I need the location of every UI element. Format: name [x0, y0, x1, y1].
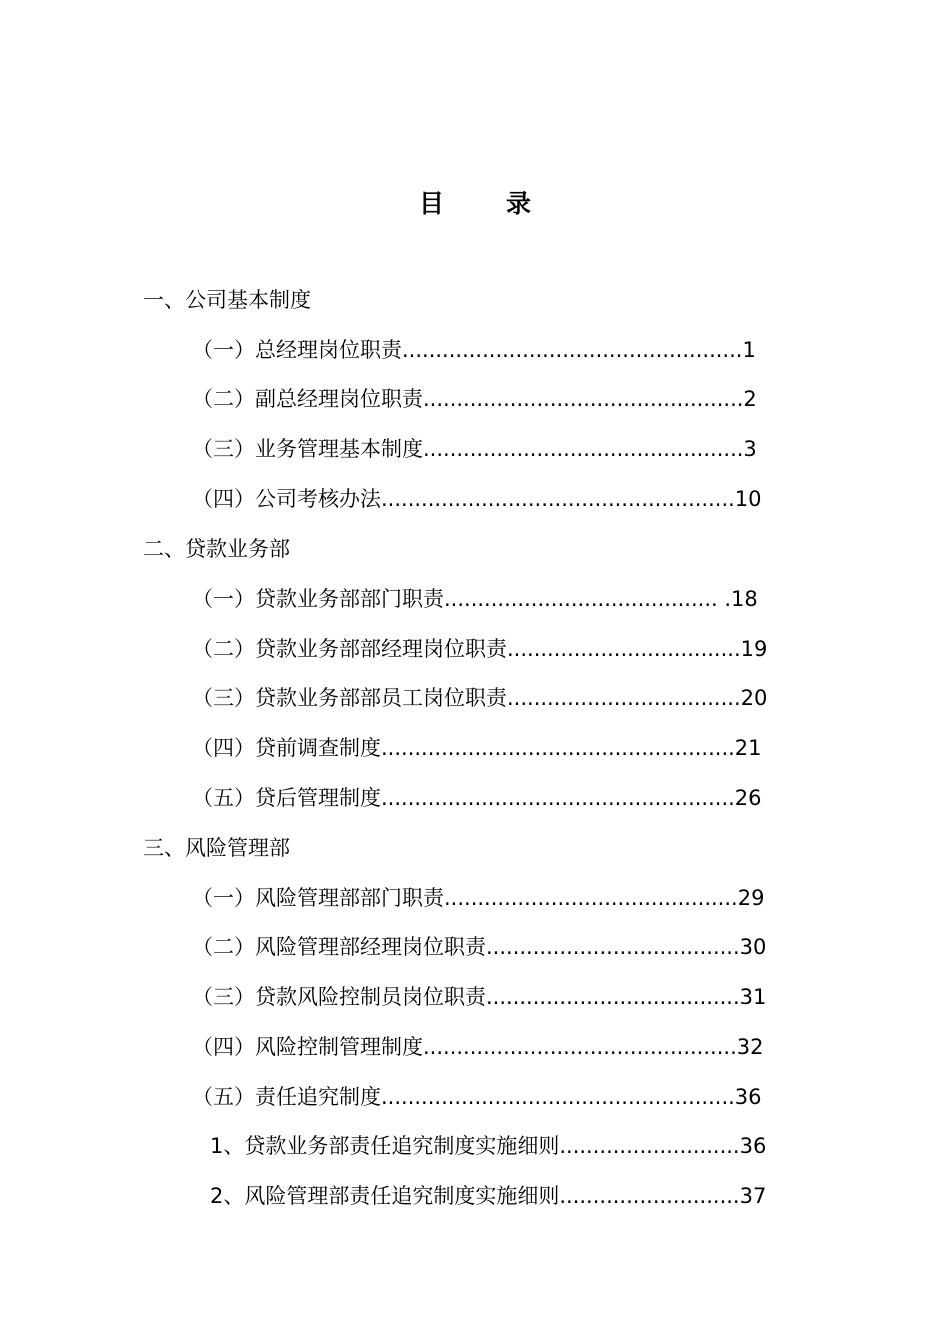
- toc-entry[interactable]: （三）贷款风险控制员岗位职责......................................31: [192, 985, 767, 1009]
- toc-entry[interactable]: （一）风险管理部部门职责............................................29: [192, 886, 765, 910]
- toc-entry[interactable]: （四）公司考核办法.....................................................10: [192, 487, 762, 511]
- toc-entry[interactable]: （二）副总经理岗位职责................................................2: [192, 387, 757, 411]
- title-char-1: 目: [418, 189, 444, 218]
- toc-subentry[interactable]: 2、风险管理部责任追究制度实施细则...........................37: [210, 1184, 767, 1208]
- toc-section-2[interactable]: 二、贷款业务部: [143, 537, 290, 561]
- toc-entry[interactable]: （一）贷款业务部部门职责......................................... .18: [192, 587, 758, 611]
- toc-section-1[interactable]: 一、公司基本制度: [143, 288, 311, 312]
- toc-entry[interactable]: （四）贷前调查制度.....................................................21: [192, 736, 762, 760]
- toc-section-3[interactable]: 三、风险管理部: [143, 836, 290, 860]
- toc-subentry[interactable]: 1、贷款业务部责任追究制度实施细则...........................36: [210, 1134, 767, 1158]
- toc-entry[interactable]: （一）总经理岗位职责...................................................1: [192, 338, 756, 362]
- toc-entry[interactable]: （五）责任追究制度.....................................................36: [192, 1085, 762, 1109]
- toc-entry[interactable]: （五）贷后管理制度.....................................................26: [192, 786, 762, 810]
- toc-entry[interactable]: （三）贷款业务部部员工岗位职责...................................20: [192, 686, 768, 710]
- toc-entry[interactable]: （二）贷款业务部部经理岗位职责...................................19: [192, 637, 768, 661]
- title-char-2: 录: [506, 189, 532, 218]
- toc-entry[interactable]: （三）业务管理基本制度................................................3: [192, 437, 757, 461]
- page-title: [0, 184, 950, 220]
- toc-entry[interactable]: （四）风险控制管理制度...............................................32: [192, 1035, 764, 1059]
- toc-entry[interactable]: （二）风险管理部经理岗位职责......................................30: [192, 935, 767, 959]
